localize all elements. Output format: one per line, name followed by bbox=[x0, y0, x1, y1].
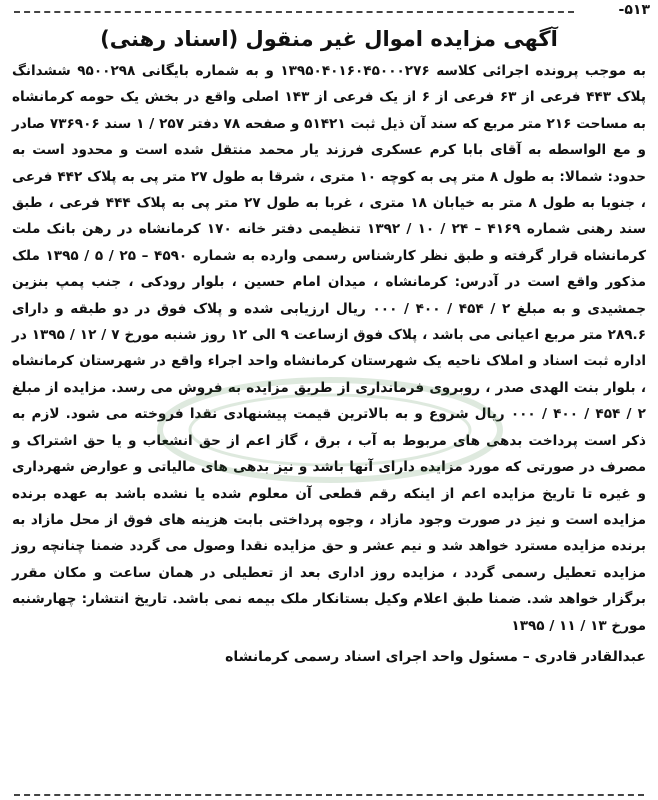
bottom-dashed-divider bbox=[14, 794, 644, 796]
top-dashed-divider bbox=[14, 11, 574, 13]
notice-signature: عبدالقادر قادری – مسئول واحد اجرای اسناد رسمی کرمانشاه bbox=[225, 648, 646, 665]
notice-title: آگهی مزایده اموال غیر منقول (اسناد رهنی) bbox=[100, 27, 558, 51]
notice-body: به موجب پرونده اجرائی کلاسه ۱۳۹۵۰۴۰۱۶۰۴۵۰۰۰۲۷۶ و به شماره بایگانی ۹۵۰۰۲۹۸ ششدانگ پلاک ۴۴۳ فرعی از ۶۳ فرعی از ۶ از یک فرعی از ۱۴۳ اصلی واقع در بخش یک حومه کرمانشاه به مساحت ۲۱۶ متر مربع که سند آن ذیل ثبت ۵۱۴۲۱ و صفحه ۷۸ دفتر ۲۵۷ / ۱ سند ۷۳۶۹۰۶ صادر و مع الواسطه به آقای بابا کرم عسکری فرزند یار محمد منتقل شده است و محدود است به حدود: شمالا: به طول ۸ متر پی به کوچه ۱۰ متری ، شرقا به طول ۲۷ متر پی به پلاک ۴۴۲ فرعی ، جنوبا به طول ۸ متر به خیابان ۱۸ متری ، غربا به طول ۲۷ متر پی به پلاک ۴۴۴ فرعی ، طبق سند رهنی شماره ۴۱۶۹ – ۲۴ / ۱۰ / ۱۳۹۲ تنظیمی دفتر خانه ۱۷۰ کرمانشاه در رهن بانک ملت کرمانشاه قرار گرفته و طبق نظر کارشناس رسمی وارده به شماره ۴۵۹۰ – ۲۵ / ۵ / ۱۳۹۵ ملک مذکور واقع است در آدرس: کرمانشاه ، میدان امام حسین ، بلوار رودکی ، جنب پمپ بنزین جمشیدی و به مبلغ ۲ / ۴۵۴ / ۴۰۰ / ۰۰۰ ریال ارزیابی شده و پلاک فوق در دو طبقه و دارای ۲۸۹.۶ متر مربع اعیانی می باشد ، پلاک فوق ازساعت ۹ الی ۱۲ روز شنبه مورخ ۷ / ۱۲ / ۱۳۹۵ در اداره ثبت اسناد و املاک ناحیه یک شهرستان کرمانشاه واحد اجراء واقع در شهرستان کرمانشاه ، بلوار بنت الهدی صدر ، روبروی فرمانداری از طریق مزایده به فروش می رسد. مزایده از مبلغ ۲ / ۴۵۴ / ۴۰۰ / ۰۰۰ ریال شروع و به بالاترین قیمت پیشنهادی نقدا فروخته می شود. لازم به ذکر است پرداخت بدهی های مربوط به آب ، برق ، گاز اعم از حق انشعاب و یا حق اشتراک و مصرف در صورتی که مورد مزایده دارای آنها باشد و نیز بدهی های مالیاتی و عوارض شهرداری و غیره تا تاریخ مزایده اعم از اینکه رقم قطعی آن معلوم شده یا نشده باشد به عهده برنده مزایده است و نیز در صورت وجود مازاد ، وجوه پرداختی بابت هزینه های فوق از محل مازاد به برنده مزایده مسترد خواهد شد و نیم عشر و حق مزایده نقدا وصول می گردد ضمنا چنانچه روز مزایده تعطیل رسمی گردد ، مزایده روز اداری بعد از تعطیلی در همان ساعت و مکان مقرر برگزار خواهد شد. ضمنا طبق اعلام وکیل بستانکار ملک بیمه نمی باشد. تاریخ انتشار: چهارشنبه مورخ ۱۳ / ۱۱ / ۱۳۹۵ bbox=[12, 63, 646, 634]
ad-number: ۵۱۳- bbox=[618, 2, 650, 18]
